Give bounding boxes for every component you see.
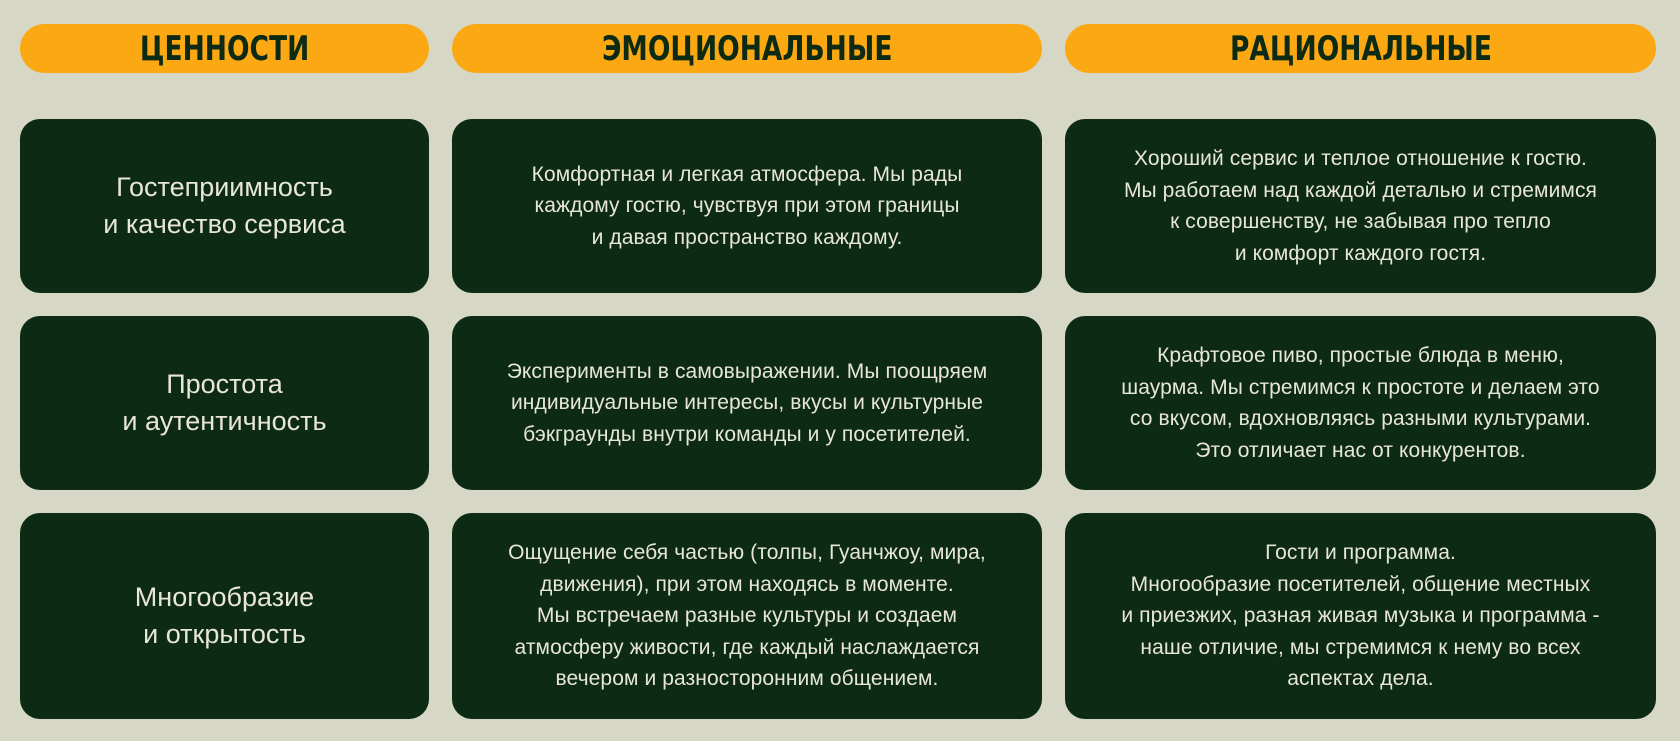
rational-description: Гости и программа. Многообразие посетителей, общение местных и приезжих, разная живая музыка и программа - наше отличие, мы стремимся к нему во всех аспектах дела.: [1121, 541, 1600, 691]
emotional-card: [452, 316, 1042, 490]
rational-description: Крафтовое пиво, простые блюда в меню, шаурма. Мы стремимся к простоте и делаем это со вкусом, вдохновляясь разными культурами. Это отличает нас от конкурентов.: [1121, 344, 1600, 462]
value-card: [20, 316, 429, 490]
rational-card: [1065, 119, 1656, 293]
rational-card: [1065, 316, 1656, 490]
emotional-card: [452, 119, 1042, 293]
header-values-label: ЦЕННОСТИ: [139, 28, 310, 69]
header-rational: [1065, 24, 1656, 73]
rational-card: [1065, 513, 1656, 719]
value-title: Многообразие и открытость: [134, 582, 315, 649]
header-emotional-label: ЭМОЦИОНАЛЬНЫЕ: [601, 28, 893, 69]
value-card: [20, 513, 429, 719]
emotional-card: [452, 513, 1042, 719]
value-title: Гостеприимность и качество сервиса: [103, 172, 346, 239]
rational-description: Хороший сервис и теплое отношение к гостю. Мы работаем над каждой деталью и стремимся к совершенству, не забывая про тепло и комфорт каждого гостя.: [1123, 147, 1598, 265]
header-values: [20, 24, 429, 73]
header-emotional: [452, 24, 1042, 73]
value-card: [20, 119, 429, 293]
emotional-description: Комфортная и легкая атмосфера. Мы рады каждому гостю, чувствуя при этом границы и давая пространство каждому.: [531, 162, 963, 249]
header-rational-label: РАЦИОНАЛЬНЫЕ: [1229, 28, 1492, 69]
emotional-description: Ощущение себя частью (толпы, Гуанчжоу, мира, движения), при этом находясь в моменте. Мы встречаем разные культуры и создаем атмосферу живости, где каждый наслаждается вечером и разносторонним общением.: [508, 541, 986, 691]
value-title: Простота и аутентичность: [122, 369, 327, 436]
emotional-description: Эксперименты в самовыражении. Мы поощряем индивидуальные интересы, вкусы и культурные бэкграунды внутри команды и у посетителей.: [506, 359, 988, 446]
